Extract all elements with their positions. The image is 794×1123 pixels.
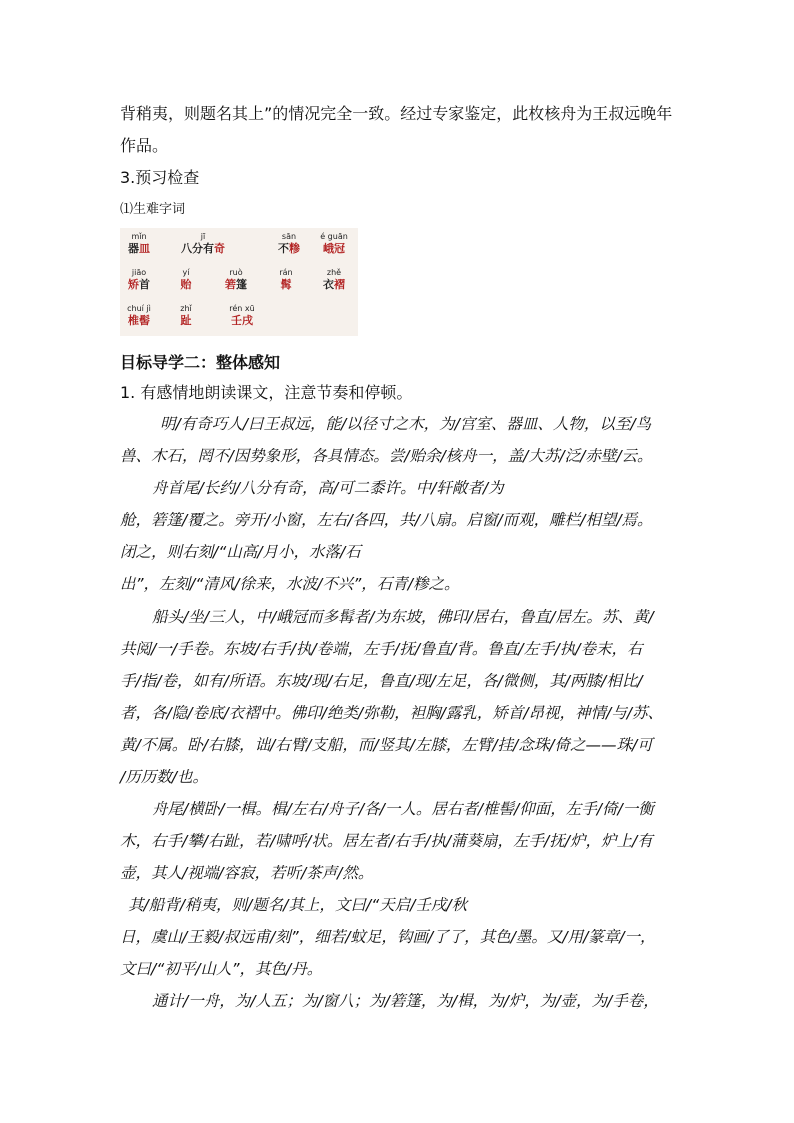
- reading-line: 舱，箬篷/覆之。旁开/小窗，左右/各四，共/八扇。启窗/而观，雕栏/相望/焉。: [120, 511, 653, 529]
- vocab-item: [120, 232, 158, 256]
- vocab-item: [312, 268, 356, 292]
- vocab-subheading: ⑴生难字词: [120, 202, 186, 217]
- reading-line: 者，各/隐/卷底/衣褶中。佛印/绝类/弥勒，袒胸/露乳，矫首/昂视，神情/与/苏、: [120, 704, 664, 722]
- vocab-pinyin: ruò: [229, 268, 243, 277]
- vocab-word: 贻: [180, 278, 192, 291]
- vocab-word: 箬篷: [225, 278, 247, 291]
- vocab-pinyin: zhě: [326, 268, 342, 277]
- reading-line: 舟尾/横卧/一楫。楫/左右/舟子/各/一人。居右者/椎髻/仰面，左手/倚/一衡: [152, 800, 654, 818]
- reading-line: 壶，其人/视端/容寂，若听/茶声/然。: [120, 864, 374, 882]
- vocab-word: 不糁: [278, 242, 300, 255]
- vocab-pinyin: sān: [281, 232, 297, 241]
- reading-line: 日，虞山/王毅/叔远甫/刻”，细若/蚊足，钩画/了了，其色/墨。又/用/篆章/一，: [120, 928, 656, 946]
- task-1-instruction: 1. 有感情地朗读课文，注意节奏和停顿。: [120, 383, 413, 402]
- vocab-pinyin: zhǐ: [180, 304, 192, 313]
- vocab-item: [166, 268, 206, 292]
- reading-line: 兽、木石，罔不/因势象形，各具情态。尝/贻余/核舟一，盖/大苏/泛/赤壁/云。: [120, 447, 653, 465]
- reading-line: 船头/坐/三人，中/峨冠而多髯者/为东坡，佛印/居右，鲁直/居左。苏、黄/: [152, 608, 654, 626]
- vocab-word: 峨冠: [323, 242, 345, 255]
- vocab-item: [166, 304, 206, 328]
- vocab-item: [120, 304, 158, 328]
- vocab-item: [120, 268, 158, 292]
- vocab-item: [260, 232, 318, 256]
- vocab-pinyin: jiāo: [131, 268, 147, 277]
- vocab-word: 衣褶: [323, 278, 345, 291]
- vocab-pinyin: rén xū: [229, 304, 255, 313]
- vocab-pinyin: yí: [182, 268, 190, 277]
- reading-line: 黄/不属。卧/右膝，诎/右臂/支船，而/竖其/左膝，左臂/挂/念珠/倚之——珠/可: [120, 736, 653, 754]
- vocab-pinyin: mǐn: [131, 232, 147, 241]
- reading-line: 共阅/一/手卷。东坡/右手/执/卷端，左手/抚/鲁直/背。鲁直/左手/执/卷末，右: [120, 640, 643, 658]
- vocab-word: 器皿: [128, 242, 150, 255]
- section-heading-overall: 目标导学二：整体感知: [120, 353, 281, 372]
- reading-line: 闭之，则右刻/“山高/月小，水落/石: [120, 543, 361, 561]
- reading-line: 文曰/“初平/山人”，其色/丹。: [120, 960, 323, 978]
- vocab-item: [212, 268, 260, 292]
- vocab-item: [212, 304, 272, 328]
- section-preview-heading: 3.预习检查: [120, 168, 200, 187]
- vocab-item: [268, 268, 304, 292]
- vocab-word: 椎髻: [128, 314, 150, 327]
- reading-line: 出”，左刻/“清风/徐来，水波/不兴”，石青/糁之。: [120, 575, 460, 593]
- reading-line: 明/有奇巧人/曰王叔远，能/以径寸之木，为/宫室、器皿、人物，以至/鸟: [160, 415, 652, 433]
- reading-line: 手/指/卷，如有/所语。东坡/现/右足，鲁直/现/左足，各/微侧，其/两膝/相比/: [120, 672, 643, 690]
- vocab-pinyin: é guān: [320, 232, 348, 241]
- reading-line: 木，右手/攀/右趾，若/啸呼/状。居左者/右手/执/蒲葵扇，左手/抚/炉，炉上/有: [120, 832, 653, 850]
- vocab-word: 壬戌: [231, 314, 253, 327]
- vocab-item: [312, 232, 356, 256]
- intro-line-1: 背稍夷，则题名其上”的情况完全一致。经过专家鉴定，此枚核舟为王叔远晚年: [120, 104, 673, 123]
- vocab-item: [166, 232, 240, 256]
- reading-line: /历历数/也。: [120, 768, 208, 786]
- vocab-word: 八分有奇: [181, 242, 225, 255]
- vocab-word: 趾: [180, 314, 192, 327]
- intro-line-2: 作品。: [120, 136, 169, 155]
- vocab-pinyin: jī: [200, 232, 206, 241]
- reading-line: 其/船背/稍夷，则/题名/其上，文曰/“天启/壬戌/秋: [128, 896, 468, 914]
- vocab-word: 矫首: [128, 278, 150, 291]
- vocab-pinyin: rán: [279, 268, 293, 277]
- vocab-image: [120, 228, 358, 336]
- reading-line: 舟首尾/长约/八分有奇，高/可二黍许。中/轩敞者/为: [152, 479, 504, 497]
- vocab-pinyin: chuí jì: [127, 304, 151, 313]
- vocab-word: 髯: [280, 278, 292, 291]
- reading-line: 通计/一舟，为/人五；为/窗八；为/箬篷，为/楫，为/炉，为/壶，为/手卷，: [152, 992, 659, 1010]
